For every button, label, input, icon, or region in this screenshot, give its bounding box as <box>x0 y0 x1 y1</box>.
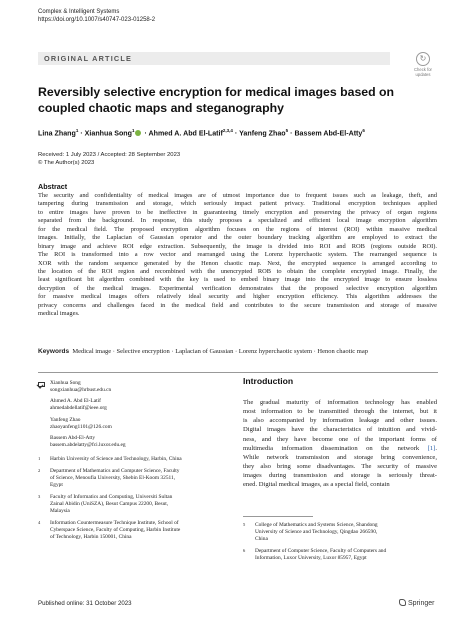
article-title: Reversibly selective encryption for medical images based on coupled chaotic maps and steganography <box>38 85 395 115</box>
author-separator: · <box>78 129 85 138</box>
abstract-line: images. Initially, the Laplacian of Gaussian operator and the outer boundary tracking algorithm are employed to extract the <box>38 234 437 242</box>
copyright-line: © The Author(s) 2023 <box>38 160 95 166</box>
author-name[interactable]: Ahmed A. Abd El-Latif <box>148 129 223 138</box>
author-affiliation-marker: 1 <box>75 128 79 133</box>
introduction-line: is also accompanied by information leakage and other issues. <box>243 417 437 425</box>
author-separator: · <box>288 129 295 138</box>
contact-email[interactable]: zhaoyanfeng1101@126.com <box>50 423 112 430</box>
author-affiliation-marker: 5 <box>285 128 289 133</box>
introduction-line: most information to be transmitted through the internet, but it <box>243 408 437 416</box>
author-separator: · <box>142 129 149 138</box>
publisher-name: Springer <box>408 600 435 607</box>
introduction-line: images during transmission and storage is seriously threat- <box>243 472 437 479</box>
received-accepted: Received: 1 July 2023 / Accepted: 28 September 2023 <box>38 152 181 158</box>
abstract-line: binary image and achieve ROI edge extraction. Subsequently, the image is divided into ROI and ROB (regions outside ROI). <box>38 242 437 250</box>
article-type-label: ORIGINAL ARTICLE <box>44 54 133 63</box>
affiliation-line: Information, Luxor University, Luxor 85957, Egypt <box>255 554 367 561</box>
affiliation-line: University of Science and Technology, Qingdao 266590, <box>255 528 378 535</box>
affiliation-line: of Science, Menoufia University, Shebin El-Koom 32511, <box>50 475 176 482</box>
abstract-line: separated from the background. In response, this study proposes a specialized and efficient local image encryption algorithm <box>38 217 437 225</box>
journal-doi[interactable]: https://doi.org/10.1007/s40747-023-01258-2 <box>38 17 156 23</box>
introduction-line: multimedia information dissemination on the network [1]. <box>243 444 437 452</box>
affiliation-line: Harbin University of Science and Technology, Harbin, China <box>50 456 182 463</box>
contact-name: Ahmed A. Abd El-Latif <box>50 398 101 405</box>
affiliation-line: Egypt <box>50 482 63 489</box>
affiliation-line: College of Mathematics and Systems Science, Shandong <box>255 522 378 528</box>
author-affiliation-marker: 2,3,4 <box>222 128 233 133</box>
author-name[interactable]: Xianhua Song <box>84 129 132 138</box>
affiliation-line: Department of Mathematics and Computer Science, Faculty <box>50 468 180 475</box>
contact-email[interactable]: songxianhua@hrbust.edu.cn <box>50 386 112 393</box>
abstract-line: for the medical field. The proposed encryption algorithm focuses on the regions of interest (ROI) within massive medical <box>38 225 437 233</box>
affiliation-number: 1 <box>38 456 41 462</box>
introduction-line: While network transmission and storage bring convenience, <box>243 453 437 461</box>
abstract-line: The security and confidentiality of medical images are of utmost importance due to frequent issues such as leakage, theft, and <box>38 192 437 199</box>
affiliation-line: Faculty of Informatics and Computing, Universiti Sultan <box>50 494 173 501</box>
affiliation-line: China <box>255 535 268 542</box>
author-separator: · <box>232 129 240 138</box>
envelope-icon <box>38 382 45 387</box>
keywords-text: Medical image · Selective encryption · Laplacian of Gaussian · Lorenz hyperchaotic system · Henon chaotic map <box>72 348 368 355</box>
citation-link[interactable]: [1] <box>427 444 436 452</box>
author-name[interactable]: Yanfeng Zhao <box>239 129 286 138</box>
author-affiliation-marker: 6 <box>362 128 365 133</box>
abstract-line: least significant bit algorithm combined with the key is used to embed binary image into the encrypted image to ensure lossless <box>38 276 437 284</box>
introduction-body <box>243 398 437 489</box>
contact-email[interactable]: ahmedabdellatif@ieee.org <box>50 405 107 412</box>
introduction-line: they also bring some disadvantages. The security of massive <box>243 462 437 470</box>
author-name[interactable]: Bassem Abd-El-Atty <box>294 129 363 138</box>
abstract-line: to entire images have proven to be ineffective in guaranteeing timely encryption and preserving the privacy of organ regions <box>38 208 437 216</box>
introduction-heading: Introduction <box>243 376 294 386</box>
journal-header <box>38 8 155 24</box>
orcid-icon[interactable] <box>135 130 141 136</box>
introduction-line: ness, and they have become one of the important forms of <box>243 435 437 443</box>
journal-name: Complex & Intelligent Systems <box>38 9 120 15</box>
abstract-heading: Abstract <box>38 182 68 191</box>
contact-name: Yanfeng Zhao <box>50 416 81 423</box>
affiliation-line: of Technology, Harbin 150001, China <box>50 533 132 540</box>
introduction-line: ened. Digital medical images, as a special field, contain <box>243 481 390 489</box>
affiliation-line: Zainal Abidin (UniSZA), Besut Campus 22200, Besut, <box>50 501 169 508</box>
keywords-label: Keywords <box>38 348 70 355</box>
check-updates-badge[interactable] <box>410 52 436 78</box>
abstract-body <box>38 192 437 319</box>
introduction-line: The gradual maturity of information technology has enabled <box>243 399 437 406</box>
contact-email[interactable]: bassem.abdelatty@fci.luxor.edu.eg <box>50 441 126 448</box>
affiliation-number: 4 <box>38 520 41 526</box>
abstract-line: decryption of the medical images. Experimental verification demonstrates that the proposed selective encryption algorithm <box>38 284 437 292</box>
author-name[interactable]: Lina Zhang <box>38 129 76 138</box>
affiliation-line: Department of Computer Science, Faculty of Computers and <box>255 547 387 554</box>
abstract-line: tampering during transmission and storage, which seriously impact patient privacy. Traditional encryption techniques applied <box>38 200 437 208</box>
affiliation-number: 5 <box>243 522 246 527</box>
affiliation-number: 2 <box>38 468 41 474</box>
affiliation-number: 6 <box>243 547 246 553</box>
author-affiliation-marker: 1 <box>131 128 135 133</box>
contact-name: Xianhua Song <box>50 380 81 386</box>
affiliation-line: Malaysia <box>50 508 70 514</box>
article-dates <box>38 151 180 167</box>
springer-horse-icon <box>399 599 406 606</box>
abstract-line: medical images. <box>38 310 80 318</box>
abstract-line: for massive medical images offers relatively ideal security and higher encryption efficiency. This algorithm addresses the <box>38 293 437 301</box>
contact-name: Bassem Abd-El-Atty <box>50 434 96 441</box>
publisher-logo <box>399 599 434 607</box>
check-updates-icon: ↻ <box>416 52 430 66</box>
affiliation-line: Information Countermeasure Technique Institute, School of <box>50 520 179 527</box>
introduction-line: Digital images have the characteristics of intuition and vivid- <box>243 426 437 434</box>
footnote-divider <box>243 516 313 517</box>
check-updates-label: Check for updates <box>414 67 432 77</box>
abstract-line: privacy concerns and challenges faced in the medical field and contributes to the secure transmission and storage of massive <box>38 301 437 309</box>
abstract-line: The ROI is transformed into a row vector and rearranged using the Lorenz hyperchaotic system. The rearranged sequence is <box>38 251 437 259</box>
abstract-line: XOR with the random sequence generated by the Henon chaotic map. Next, the encrypted sequence is arranged according to <box>38 259 437 267</box>
abstract-line: the location of the ROI region and recombined with the unencrypted ROB to obtain the complete encrypted image. Finally, the <box>38 267 437 275</box>
author-list <box>38 126 458 138</box>
published-online: Published online: 31 October 2023 <box>38 600 132 607</box>
keywords-line <box>38 348 458 356</box>
section-divider <box>38 372 438 373</box>
affiliation-line: Cyberspace Science, Faculty of Computing, Harbin Institute <box>50 527 181 533</box>
affiliation-number: 3 <box>38 494 41 500</box>
